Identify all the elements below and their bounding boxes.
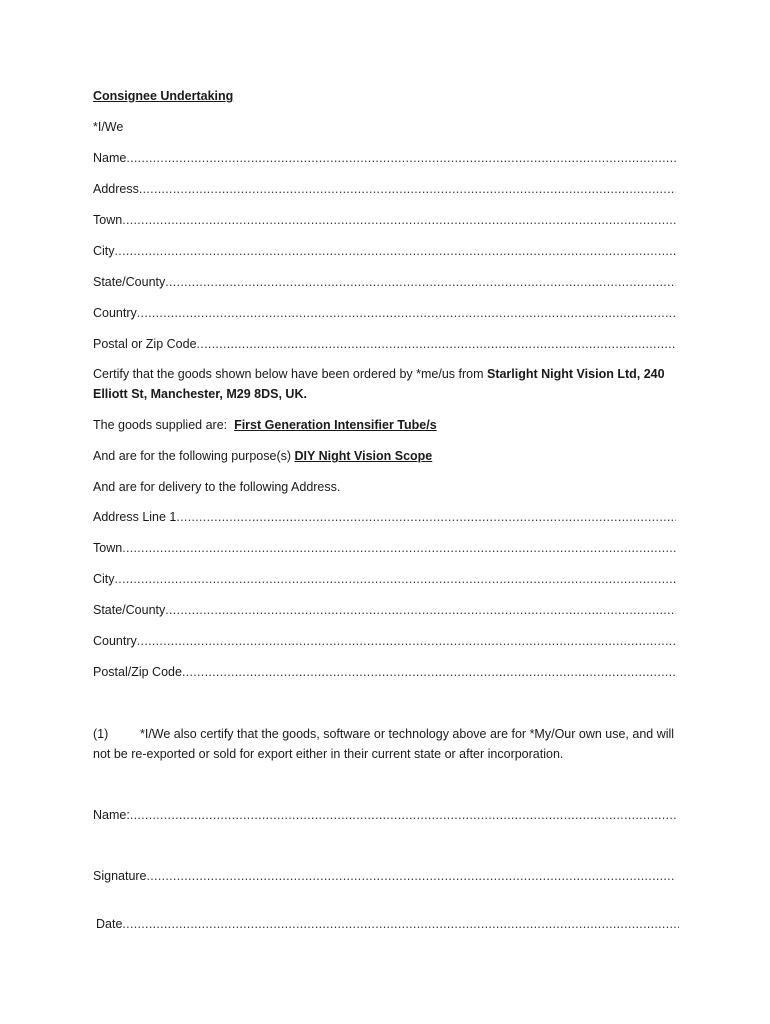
dotted-line	[115, 571, 676, 587]
field-label: Name:	[93, 808, 130, 822]
declaration-number: (1)	[93, 727, 109, 741]
field-label: Name	[93, 151, 127, 165]
delivery-city-field[interactable]	[93, 571, 676, 587]
field-label: Signature	[93, 869, 147, 883]
certify-text: Certify that the goods shown below have been ordered by *me/us from	[93, 367, 487, 381]
field-label: Country	[93, 306, 137, 320]
consignee-postal-code-field[interactable]	[93, 336, 676, 352]
field-label: Postal or Zip Code	[93, 337, 197, 351]
signature-field[interactable]	[93, 868, 676, 884]
dotted-line	[130, 807, 676, 823]
field-label: Address	[93, 182, 139, 196]
declaration-text: *I/We also certify that the goods, software or technology above are for *My/Our own use, and will not be re-exported or sold for export either in their current state or after incorporation.	[93, 727, 675, 761]
field-label: City	[93, 244, 115, 258]
dotted-line	[122, 540, 676, 556]
supplier-company: Starlight Night Vision Ltd, 240 Elliott St, Manchester, M29 8DS, UK.	[93, 367, 665, 401]
consignee-country-field[interactable]	[93, 305, 676, 321]
delivery-country-field[interactable]	[93, 633, 676, 649]
delivery-address-line1-field[interactable]	[93, 509, 676, 525]
goods-value: First Generation Intensifier Tube/s	[234, 418, 437, 432]
goods-line	[93, 417, 676, 433]
field-label: Country	[93, 634, 137, 648]
dotted-line	[165, 602, 676, 618]
field-label: Address Line 1	[93, 510, 177, 524]
consignee-city-field[interactable]	[93, 243, 676, 259]
delivery-town-field[interactable]	[93, 540, 676, 556]
signatory-name-field[interactable]	[93, 807, 676, 823]
form-title: Consignee Undertaking	[93, 89, 234, 103]
field-label: Postal/Zip Code	[93, 665, 182, 679]
dotted-line	[197, 336, 676, 352]
dotted-line	[182, 664, 676, 680]
declaration-paragraph	[93, 724, 678, 764]
certify-paragraph	[93, 364, 678, 404]
date-field[interactable]	[96, 916, 679, 932]
field-label: Town	[93, 213, 123, 227]
dotted-line	[147, 868, 676, 884]
i-we-label: *I/We	[93, 120, 124, 134]
consignee-state-county-field[interactable]	[93, 274, 676, 290]
goods-label: The goods supplied are:	[93, 418, 228, 432]
delivery-intro: And are for delivery to the following Address.	[93, 480, 341, 494]
field-label: City	[93, 572, 115, 586]
dotted-line	[165, 274, 676, 290]
dotted-line	[137, 305, 676, 321]
purpose-label: And are for the following purpose(s)	[93, 449, 295, 463]
delivery-state-county-field[interactable]	[93, 602, 676, 618]
dotted-line	[122, 212, 676, 228]
delivery-postal-code-field[interactable]	[93, 664, 676, 680]
consignee-address-field[interactable]	[93, 181, 676, 197]
field-label: Town	[93, 541, 123, 555]
dotted-line	[139, 181, 676, 197]
dotted-line	[176, 509, 676, 525]
dotted-line	[137, 633, 676, 649]
field-label: State/County	[93, 603, 166, 617]
purpose-line	[93, 448, 676, 464]
field-label: State/County	[93, 275, 166, 289]
consignee-name-field[interactable]	[93, 150, 676, 166]
dotted-line	[122, 916, 679, 932]
field-label: Date	[96, 917, 123, 931]
purpose-value: DIY Night Vision Scope	[294, 449, 433, 463]
consignee-town-field[interactable]	[93, 212, 676, 228]
dotted-line	[115, 243, 676, 259]
dotted-line	[126, 150, 676, 166]
